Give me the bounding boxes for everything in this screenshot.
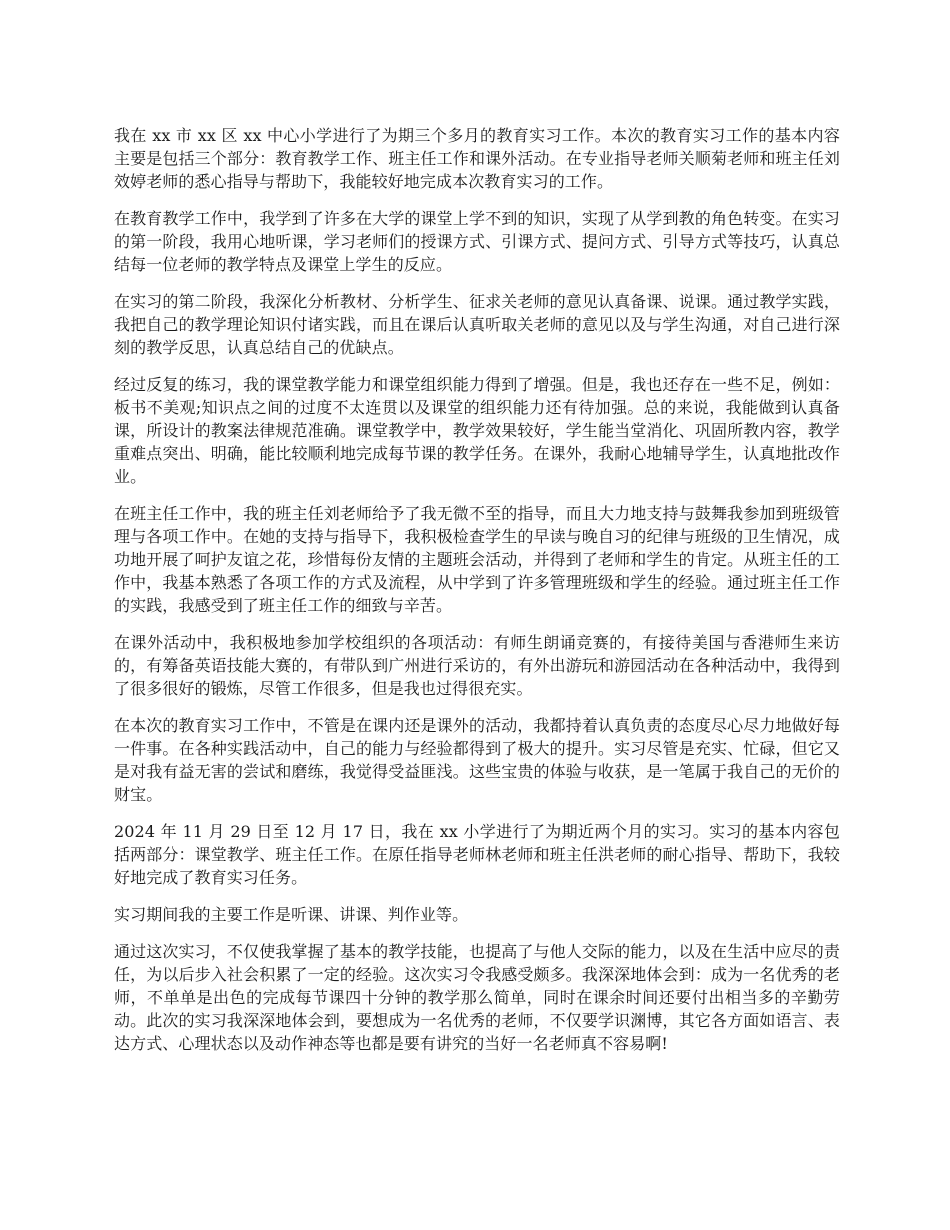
paragraph-9: 实习期间我的主要工作是听课、讲课、判作业等。 [114,905,469,924]
paragraph-8: 2024 年 11 月 29 日至 12 月 17 日，我在 xx 小学进行了为期近两个月的实习。实习的基本内容包括两部分：课堂教学、班主任工作。在原任指导老师林老师和班主任洪老师的耐心指导、帮助下，我较好地完成了教育实习任务。 [114,822,840,887]
document-body [114,124,840,1069]
paragraph-3: 在实习的第二阶段，我深化分析教材、分析学生、征求关老师的意见认真备课、说课。通过教学实践，我把自己的教学理论知识付诸实践，而且在课后认真听取关老师的意见以及与学生沟通，对自己进行深刻的教学反思，认真总结自己的优缺点。 [114,292,840,357]
paragraph-10: 通过这次实习，不仅使我掌握了基本的教学技能，也提高了与他人交际的能力，以及在生活中应尽的责任，为以后步入社会积累了一定的经验。这次实习令我感受颇多。我深深地体会到：成为一名优秀的老师，不单单是出色的完成每节课四十分钟的教学那么简单，同时在课余时间还要付出相当多的辛勤劳动。此次的实习我深深地体会到，要想成为一名优秀的老师，不仅要学识渊博，其它各方面如语言、表达方式、心理状态以及动作神态等也都是要有讲究的当好一名老师真不容易啊! [114,942,840,1053]
paragraph-7: 在本次的教育实习工作中，不管是在课内还是课外的活动，我都持着认真负责的态度尽心尽力地做好每一件事。在各种实践活动中，自己的能力与经验都得到了极大的提升。实习尽管是充实、忙碌，但它又是对我有益无害的尝试和磨练，我觉得受益匪浅。这些宝贵的体验与收获，是一笔属于我自己的无价的财宝。 [114,716,840,804]
paragraph-5: 在班主任工作中，我的班主任刘老师给予了我无微不至的指导，而且大力地支持与鼓舞我参加到班级管理与各项工作中。在她的支持与指导下，我积极检查学生的早读与晚自习的纪律与班级的卫生情况，成功地开展了呵护友谊之花，珍惜每份友情的主题班会活动，并得到了老师和学生的肯定。从班主任的工作中，我基本熟悉了各项工作的方式及流程，从中学到了许多管理班级和学生的经验。通过班主任工作的实践，我感受到了班主任工作的细致与辛苦。 [114,504,840,615]
paragraph-1: 我在 xx 市 xx 区 xx 中心小学进行了为期三个多月的教育实习工作。本次的教育实习工作的基本内容主要是包括三个部分：教育教学工作、班主任工作和课外活动。在专业指导老师关顺菊老师和班主任刘效婷老师的悉心指导与帮助下，我能较好地完成本次教育实习的工作。 [114,126,840,191]
paragraph-2: 在教育教学工作中，我学到了许多在大学的课堂上学不到的知识，实现了从学到教的角色转变。在实习的第一阶段，我用心地听课，学习老师们的授课方式、引课方式、提问方式、引导方式等技巧，认真总结每一位老师的教学特点及课堂上学生的反应。 [114,209,840,274]
paragraph-4: 经过反复的练习，我的课堂教学能力和课堂组织能力得到了增强。但是，我也还存在一些不足，例如：板书不美观;知识点之间的过度不太连贯以及课堂的组织能力还有待加强。总的来说，我能做到认真备课，所设计的教案法律规范准确。课堂教学中，教学效果较好，学生能当堂消化、巩固所教内容，教学重难点突出、明确，能比较顺利地完成每节课的教学任务。在课外，我耐心地辅导学生，认真地批改作业。 [114,375,840,486]
paragraph-6: 在课外活动中，我积极地参加学校组织的各项活动：有师生朗诵竞赛的，有接待美国与香港师生来访的，有筹备英语技能大赛的，有带队到广州进行采访的，有外出游玩和游园活动在各种活动中，我得到了很多很好的锻炼，尽管工作很多，但是我也过得很充实。 [114,633,840,698]
